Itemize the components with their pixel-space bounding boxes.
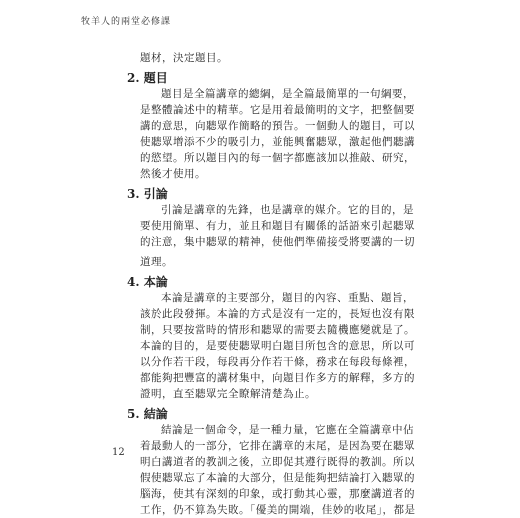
text-line: 題目是全篇講章的總綱，是全篇最簡單的一句綱要，	[161, 88, 414, 100]
text-line: 的注意，集中聽眾的精神，使他們準備接受將要講的一切	[140, 236, 415, 248]
section-heading-title: 2. 題目	[127, 71, 168, 85]
text-line: 本論是講章的主要部分，題目的內容、重點、題旨，	[161, 292, 414, 304]
text-line: 講的意思，向聽眾作簡略的預告。一個動人的題目，可以	[140, 120, 415, 132]
page-body	[127, 50, 460, 518]
text-line: 以分作若干段，每段再分作若干條，務求在每段每條裡，	[140, 356, 415, 368]
text-line: 結論是一個命令，是一種力量，它應在全篇講章中佔	[161, 424, 414, 436]
section-body	[140, 290, 460, 402]
text-line: 要使用簡單、有力，並且和題目有關係的話語來引起聽眾	[140, 220, 415, 232]
section-main-body	[127, 274, 460, 402]
text-line: 然後才使用。	[140, 168, 206, 180]
text-line: 引論是講章的先鋒，也是講章的媒介。它的目的，是	[161, 204, 414, 216]
text-line: 腦海，使其有深刻的印象，或打動其心靈，那麼講道者的	[140, 488, 415, 500]
section-body	[140, 202, 460, 270]
text-line: 使聽眾增添不少的吸引力，並能興奮聽眾，激起他們聽講	[140, 136, 415, 148]
text-line: 都能夠把豐富的講材集中，向題目作多方的解釋，多方的	[140, 372, 415, 384]
text-line: 明白講道者的教訓之後，立即促其遵行既得的教訓。所以	[140, 456, 415, 468]
section-conclusion	[127, 406, 460, 518]
text-line: 是整體論述中的精華。它是用着最簡明的文字，把整個要	[140, 104, 415, 116]
text-line: 本論的目的，是要使聽眾明白題目所包含的意思，所以可	[140, 340, 415, 352]
text-line: 工作，仍不算為失敗。「優美的開端，佳妙的收尾」，都是	[140, 504, 416, 516]
text-line: 證明，直至聽眾完全瞭解清楚為止。	[140, 388, 316, 400]
section-introduction	[127, 186, 460, 270]
section-body	[140, 86, 460, 182]
text-line: 道理。	[140, 256, 173, 268]
text-line: 假使聽眾忘了本論的大部分，但是能夠把結論打入聽眾的	[140, 472, 415, 484]
text-line: 的慾望。所以題目內的每一個字都應該加以推敲、研究，	[140, 152, 415, 164]
text-line: 該於此段發揮。本論的方式是沒有一定的，長短也沒有限	[140, 308, 415, 320]
section-heading-conclusion: 5. 結論	[127, 407, 168, 421]
text-line: 着最動人的一部分，它排在講章的末尾，是因為要在聽眾	[140, 440, 415, 452]
section-heading-main-body: 4. 本論	[127, 275, 168, 289]
section-title	[127, 70, 460, 182]
text-line: 制，只要按當時的情形和聽眾的需要去隨機應變就是了。	[140, 324, 415, 336]
section-body	[140, 422, 460, 518]
intro-line: 題材，決定題目。	[140, 52, 228, 64]
section-heading-introduction: 3. 引論	[127, 187, 168, 201]
running-header: 牧羊人的兩堂必修課	[81, 17, 172, 27]
page-number: 12	[112, 447, 125, 458]
